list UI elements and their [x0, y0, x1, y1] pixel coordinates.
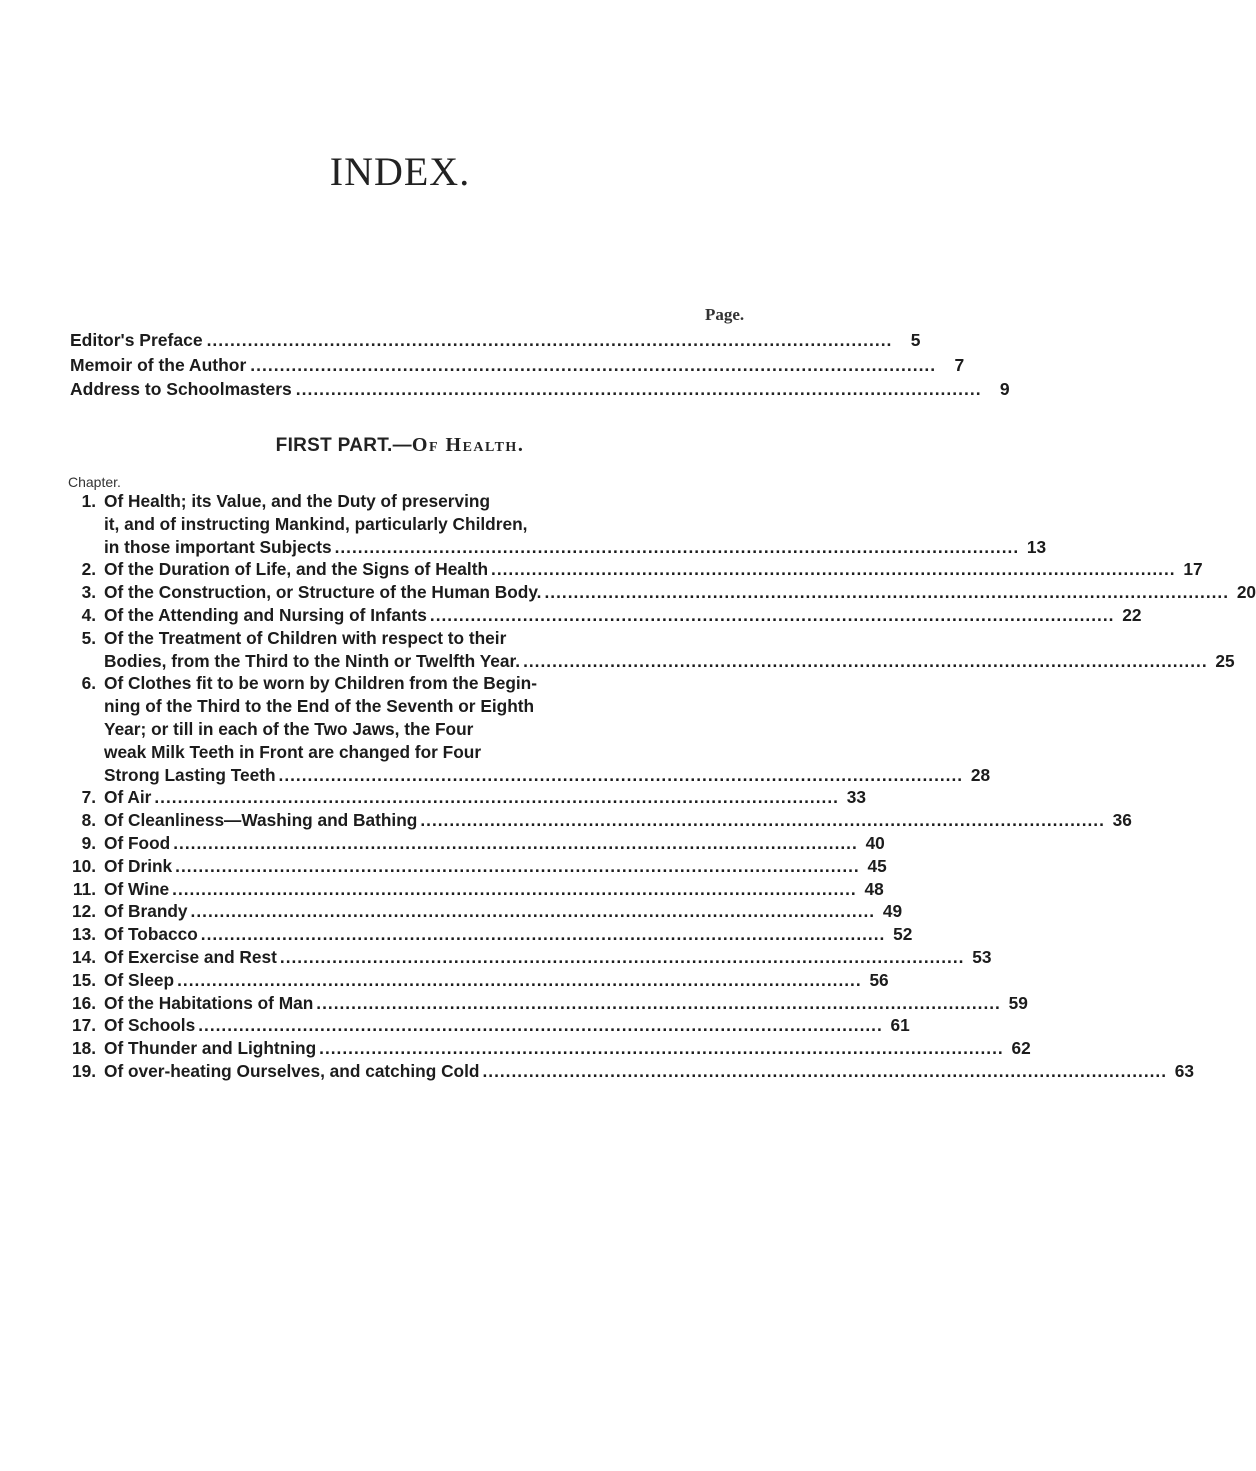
chapter-title-last-line	[104, 832, 885, 855]
front-matter-item	[70, 377, 1010, 402]
chapter-number: 9.	[81, 832, 96, 853]
page-number: 56	[869, 969, 889, 990]
chapter-entry	[68, 786, 866, 809]
part-heading-main: FIRST PART.—	[275, 435, 412, 456]
chapter-title-line: Of Health; its Value, and the Duty of preserving	[104, 491, 491, 511]
leader-dots	[544, 581, 1229, 604]
chapter-title-line: weak Milk Teeth in Front are changed for Four	[104, 741, 482, 762]
page-number: 53	[972, 946, 992, 967]
leader-dots	[172, 878, 857, 901]
chapter-number: 18.	[71, 1038, 96, 1059]
chapter-entry	[68, 832, 885, 855]
chapter-entry	[68, 809, 1132, 832]
chapter-title-line: Of Food	[104, 832, 171, 853]
chapter-title-line: Of the Habitations of Man	[104, 992, 314, 1013]
leader-dots	[177, 969, 862, 992]
chapter-title-last-line	[104, 650, 1235, 673]
leader-dots	[491, 558, 1176, 581]
chapter-entry	[68, 627, 1235, 673]
leader-dots	[523, 650, 1208, 673]
chapter-title	[104, 878, 884, 901]
chapter-number: 10.	[71, 855, 96, 876]
chapter-title	[104, 923, 912, 946]
page-number: 63	[1174, 1060, 1195, 1081]
leader-dots	[250, 353, 936, 378]
chapter-number: 8.	[81, 810, 96, 831]
page-number: 25	[1215, 650, 1235, 671]
chapter-title-last-line	[104, 581, 1256, 604]
chapter-title	[104, 490, 1046, 558]
chapter-title	[104, 672, 990, 786]
chapter-title-line: Of the Treatment of Children with respect to their	[104, 627, 507, 648]
chapter-entry	[68, 604, 1142, 627]
chapter-title-line: Of the Attending and Nursing of Infants	[104, 604, 427, 625]
page-number: 5	[910, 330, 921, 350]
chapter-title-last-line	[104, 992, 1028, 1015]
chapter-title-last-line	[104, 923, 912, 946]
chapter-title	[104, 832, 885, 855]
chapter-title-last-line	[104, 946, 991, 969]
chapter-entry	[68, 946, 992, 969]
front-matter-label: Memoir of the Author	[70, 354, 247, 375]
chapter-entry	[68, 992, 1028, 1015]
chapter-title-line: Of Thunder and Lightning	[104, 1038, 317, 1059]
chapter-title-line: it, and of instructing Mankind, particularly Children,	[104, 513, 528, 534]
chapter-entry	[68, 558, 1203, 581]
chapter-number: 13.	[71, 924, 96, 945]
front-matter-label: Address to Schoolmasters	[70, 379, 292, 399]
page-number: 22	[1122, 604, 1142, 625]
chapter-title-line: Of the Duration of Life, and the Signs of Health	[104, 559, 489, 580]
chapter-title-last-line	[104, 900, 902, 923]
chapter-title-line: ning of the Third to the End of the Seventh or Eighth	[104, 696, 535, 717]
chapter-title-line: Strong Lasting Teeth	[104, 764, 276, 785]
page-number: 49	[882, 901, 903, 922]
chapter-title-line: Of the Construction, or Structure of the Human Body.	[104, 582, 542, 603]
chapter-entry	[68, 581, 1256, 604]
chapter-number: 16.	[71, 992, 96, 1013]
chapter-title-line: in those important Subjects	[104, 536, 332, 557]
page-number: 7	[954, 354, 965, 375]
chapter-title-last-line	[104, 1060, 1194, 1083]
chapter-entry	[68, 969, 889, 992]
chapter-entry	[68, 900, 903, 923]
chapter-title	[104, 900, 902, 923]
chapter-title-last-line	[104, 969, 889, 992]
chapter-title	[104, 946, 991, 969]
chapter-title	[104, 786, 866, 809]
leader-dots	[430, 604, 1115, 627]
chapter-title-line: Of Exercise and Rest	[104, 946, 277, 967]
chapter-title-last-line	[104, 558, 1203, 581]
leader-dots	[296, 377, 982, 402]
leader-dots	[173, 832, 858, 855]
chapter-entry	[68, 1060, 1195, 1083]
chapter-title-last-line	[104, 1014, 910, 1037]
page-number: 36	[1112, 810, 1132, 831]
chapter-title-line: Of Air	[104, 787, 152, 808]
chapter-number: 17.	[71, 1015, 96, 1036]
leader-dots	[207, 328, 893, 353]
chapter-title	[104, 992, 1028, 1015]
chapter-title	[104, 1060, 1194, 1083]
chapter-title	[104, 627, 1235, 673]
chapter-number: 1.	[81, 491, 96, 511]
chapter-title-last-line	[104, 1037, 1031, 1060]
page-number: 52	[893, 924, 913, 945]
page-number: 33	[846, 787, 866, 808]
chapter-number: 3.	[81, 582, 96, 603]
chapter-title	[104, 855, 887, 878]
leader-dots	[420, 809, 1105, 832]
leader-dots	[175, 855, 860, 878]
chapter-list	[68, 490, 1256, 1083]
chapter-title-last-line	[104, 604, 1141, 627]
page-number: 13	[1026, 536, 1047, 557]
chapter-column-label: Chapter.	[68, 474, 121, 490]
part-heading	[0, 434, 800, 457]
chapter-number: 7.	[81, 787, 96, 808]
chapter-number: 5.	[81, 627, 96, 648]
chapter-title	[104, 969, 889, 992]
part-heading-subject: Of Health.	[411, 434, 525, 456]
page-number: 62	[1011, 1038, 1031, 1059]
chapter-title-last-line	[104, 878, 884, 901]
chapter-entry	[68, 855, 887, 878]
page-number: 9	[999, 379, 1010, 399]
page-title: INDEX.	[329, 149, 471, 194]
leader-dots	[482, 1060, 1167, 1083]
chapter-title	[104, 604, 1141, 627]
chapter-number: 2.	[81, 559, 96, 580]
chapter-title-line: Of Cleanliness—Washing and Bathing	[104, 810, 418, 831]
page-number: 17	[1183, 559, 1203, 580]
chapter-title-line: Year; or till in each of the Two Jaws, the Four	[104, 718, 474, 739]
chapter-title-line: Bodies, from the Third to the Ninth or Twelfth Year.	[104, 650, 521, 671]
chapter-number: 12.	[71, 901, 96, 922]
page-number: 20	[1236, 582, 1256, 603]
chapter-title-line: Of Brandy	[104, 901, 188, 922]
chapter-title-last-line	[104, 786, 866, 809]
page-number: 45	[867, 855, 887, 876]
front-matter-item	[70, 328, 921, 353]
chapter-entry	[68, 923, 913, 946]
chapter-title-line: Of Sleep	[104, 969, 175, 990]
leader-dots	[198, 1014, 883, 1037]
chapter-number: 19.	[71, 1060, 96, 1081]
leader-dots	[280, 946, 965, 969]
chapter-entry	[68, 1037, 1031, 1060]
chapter-title	[104, 581, 1256, 604]
chapter-title-line: Of Clothes fit to be worn by Children from the Begin-	[104, 673, 537, 694]
leader-dots	[316, 992, 1001, 1015]
chapter-title	[104, 558, 1203, 581]
chapter-entry	[68, 490, 1047, 558]
chapter-number: 15.	[71, 969, 96, 990]
page-number: 61	[890, 1015, 910, 1036]
page-number: 28	[970, 764, 991, 785]
chapter-title-last-line	[104, 855, 887, 878]
chapter-title	[104, 809, 1132, 832]
chapter-title-line: Of Wine	[104, 878, 170, 899]
page-number: 40	[865, 832, 885, 853]
front-matter-label: Editor's Preface	[70, 330, 203, 350]
chapter-title	[104, 1037, 1031, 1060]
chapter-title-last-line	[104, 536, 1046, 559]
chapter-title	[104, 1014, 910, 1037]
chapter-number: 14.	[71, 946, 96, 967]
chapter-entry	[68, 878, 884, 901]
leader-dots	[154, 786, 839, 809]
chapter-entry	[68, 1014, 910, 1037]
leader-dots	[191, 900, 876, 923]
chapter-title-line: Of Tobacco	[104, 924, 198, 945]
leader-dots	[335, 536, 1020, 559]
page-number: 59	[1008, 992, 1028, 1013]
chapter-title-last-line	[104, 764, 990, 787]
chapter-title-line: Of Drink	[104, 855, 173, 876]
chapter-number: 6.	[81, 673, 96, 694]
chapter-title-last-line	[104, 809, 1132, 832]
leader-dots	[201, 923, 886, 946]
chapter-number: 4.	[81, 604, 96, 625]
front-matter-item	[70, 353, 965, 378]
chapter-entry	[68, 672, 991, 786]
chapter-title-line: Of Schools	[104, 1015, 196, 1036]
page-number: 48	[864, 878, 884, 899]
leader-dots	[279, 764, 964, 787]
chapter-title-line: Of over-heating Ourselves, and catching Cold	[104, 1060, 480, 1081]
chapter-number: 11.	[72, 878, 96, 899]
leader-dots	[319, 1037, 1004, 1060]
front-matter-list	[70, 328, 1010, 402]
page-column-heading: Page.	[705, 305, 745, 324]
